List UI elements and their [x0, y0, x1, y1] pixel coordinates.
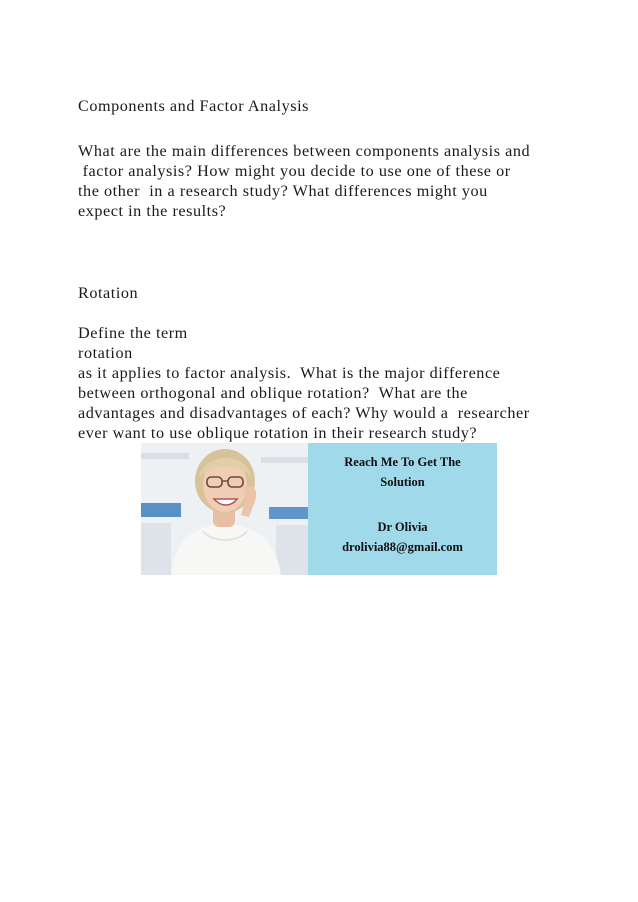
paragraph-line: What are the main differences between components analysis and [78, 142, 531, 160]
paragraph-line: as it applies to factor analysis. What is the major difference [78, 364, 501, 382]
ad-headline-2: Solution [380, 475, 425, 489]
section-title-rotation: Rotation [78, 284, 139, 302]
contact-name: Dr Olivia [377, 520, 428, 534]
section-title-components: Components and Factor Analysis [78, 97, 309, 115]
paragraph-line: factor analysis? How might you decide to use one of these or [78, 162, 511, 180]
paragraph-line: the other in a research study? What differences might you [78, 182, 488, 200]
contact-panel [308, 443, 497, 575]
paragraph-line: advantages and disadvantages of each? Why would a researcher [78, 404, 530, 422]
ad-headline: Reach Me To Get The [344, 455, 461, 469]
paragraph-line: Define the term [78, 324, 188, 342]
paragraph-line: expect in the results? [78, 202, 227, 220]
paragraph-line: between orthogonal and oblique rotation? What are the [78, 384, 468, 402]
contact-advertisement-banner [141, 443, 497, 575]
contact-email: drolivia88@gmail.com [342, 540, 463, 554]
woman-with-glasses-photo-icon [141, 443, 308, 575]
paragraph-line: rotation [78, 344, 133, 362]
paragraph-line: ever want to use oblique rotation in their research study? [78, 424, 478, 442]
